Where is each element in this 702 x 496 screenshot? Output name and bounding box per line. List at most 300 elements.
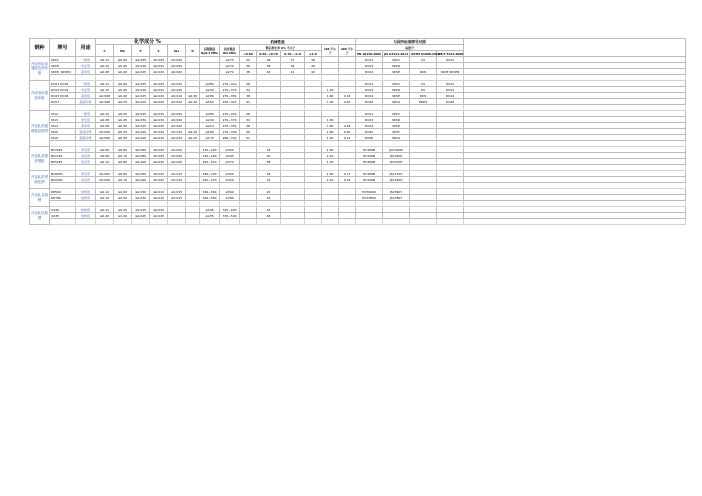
ts-cell: ≥270 (220, 69, 240, 75)
p-cell: ≤0.035 (132, 207, 150, 213)
mn-cell: ≤0.50 (114, 111, 132, 117)
std-grade-cell: DC01 (437, 81, 464, 87)
std-grade-cell: CS (410, 57, 437, 63)
ys-cell: 420~550 (200, 195, 220, 201)
ti-cell: ≤0.30 (186, 93, 200, 99)
r-cell: 1.60 (322, 171, 339, 177)
r-cell: 1.50 (322, 153, 339, 159)
use-cell: 冲压用 (76, 153, 96, 159)
col-mn: Mn (114, 45, 132, 57)
p-cell: ≤0.035 (132, 111, 150, 117)
e4-cell: 38 (305, 57, 322, 63)
n-cell: 0.16 (339, 177, 356, 183)
e3-cell: 39 (281, 63, 305, 69)
p-cell: ≤0.080 (132, 153, 150, 159)
mn-cell: ≤0.45 (114, 63, 132, 69)
std-grade-cell: SPCG (383, 99, 410, 105)
e1-cell: 34 (240, 57, 257, 63)
ts-cell: ≥340 (220, 153, 240, 159)
std-grade-cell: DDS (410, 93, 437, 99)
mn-cell: ≤2.00 (114, 189, 132, 195)
ts-cell: ≥780 (220, 195, 240, 201)
s-cell: ≤0.030 (150, 117, 168, 123)
std-grade-cell: DC03 (356, 87, 383, 93)
std-grade-cell: SPCC (383, 81, 410, 87)
grade-cell[interactable]: DC05 DC06 (50, 93, 76, 99)
s-cell: ≤0.020 (150, 69, 168, 75)
spacer-row (30, 219, 686, 225)
category-cell: 冷连轧烘烤硬化钢 (30, 171, 50, 189)
category-cell: 冷连轧双相钢 (30, 189, 50, 207)
ys-cell: 210~260 (200, 153, 220, 159)
grade-cell[interactable]: St16 (50, 135, 76, 141)
ts-cell: 270~330 (220, 129, 240, 135)
mn-cell: ≤0.70 (114, 177, 132, 183)
c-cell: ≤0.12 (96, 81, 114, 87)
als-cell: ≥0.010 (168, 99, 186, 105)
e2-cell: 40 (257, 69, 281, 75)
c-cell: ≤0.008 (96, 93, 114, 99)
use-cell: 结构用 (76, 207, 96, 213)
grade-cell[interactable]: DC01 DC02 (50, 81, 76, 87)
mn-cell: ≤0.45 (114, 117, 132, 123)
c-cell: ≤0.12 (96, 57, 114, 63)
col-tensile: 抗拉强度 Rm MPa (220, 45, 240, 57)
p-cell: ≤0.035 (132, 57, 150, 63)
als-cell: ≥0.020 (168, 117, 186, 123)
mn-cell: ≤0.30 (114, 135, 132, 141)
c-cell: ≤0.10 (96, 87, 114, 93)
spreadsheet (29, 38, 680, 490)
category-cell: 冷连轧高强度钢板 (30, 147, 50, 171)
s-cell: ≤0.010 (150, 195, 168, 201)
table-body (30, 57, 686, 225)
grade-cell[interactable]: Q235 (50, 213, 76, 219)
std-grade-cell: JSC340H (383, 177, 410, 183)
r-cell: 1.30 (322, 117, 339, 123)
als-cell: ≥0.020 (168, 81, 186, 87)
use-cell: 冲压用 (76, 117, 96, 123)
ts-cell: 260~330 (220, 135, 240, 141)
col-n90: n90 不小于 (339, 45, 356, 57)
std-grade-cell: DS (410, 87, 437, 93)
e2-cell: 38 (257, 63, 281, 69)
std-grade-cell: DC06 (356, 99, 383, 105)
p-cell: ≤0.080 (132, 147, 150, 153)
als-cell: ≥0.020 (168, 123, 186, 129)
std-grade-cell: JSC370P (383, 159, 410, 165)
use-cell: 深冲用 (76, 123, 96, 129)
ys-cell: ≥235 (200, 213, 220, 219)
grade-cell[interactable]: B180H1 (50, 171, 76, 177)
std-grade-cell: JSC780Y (383, 195, 410, 201)
use-cell: 特深冲用 (76, 129, 96, 135)
als-cell: ≥0.020 (168, 111, 186, 117)
mn-cell: ≤0.80 (114, 159, 132, 165)
col-th4: ≥1.0 (305, 51, 322, 57)
c-cell: ≤0.005 (96, 171, 114, 177)
e1-cell: 40 (240, 129, 257, 135)
e4-cell: 42 (305, 69, 322, 75)
grade-cell[interactable]: St12 (50, 111, 76, 117)
c-cell: ≤0.10 (96, 159, 114, 165)
col-std-astm: ASTM A1008-2012 (411, 51, 440, 56)
mn-cell: ≤1.40 (114, 213, 132, 219)
ti-cell: ≤0.20 (186, 129, 200, 135)
s-cell: ≤0.025 (150, 57, 168, 63)
col-s: S (150, 45, 168, 57)
n-cell: 0.21 (339, 135, 356, 141)
p-cell: ≤0.030 (132, 189, 150, 195)
ys-cell: 170~220 (200, 147, 220, 153)
std-grade-cell: SPCG (383, 135, 410, 141)
col-category: 钢种 (30, 39, 50, 57)
std-grade-cell: HCT600X (356, 189, 383, 195)
ys-cell: 340~500 (200, 189, 220, 195)
c-cell: ≤0.08 (96, 123, 114, 129)
e2-cell: 30 (257, 153, 281, 159)
ys-cell: 250~310 (200, 159, 220, 165)
col-std-gb: GB/T 5213-2008 (438, 51, 464, 56)
r-cell: 1.30 (322, 87, 339, 93)
grade-cell[interactable]: Q195 (50, 207, 76, 213)
ts-cell: 270~410 (220, 111, 240, 117)
category-cell: 冷成形用超深冲级 (30, 81, 50, 111)
ts-cell: 315~430 (220, 207, 240, 213)
als-cell: ≥0.020 (168, 63, 186, 69)
c-cell: ≤0.06 (96, 147, 114, 153)
e2-cell: 28 (257, 159, 281, 165)
ts-cell: 270~350 (220, 93, 240, 99)
std-grade-cell: EDDS (410, 99, 437, 105)
c-cell: ≤0.10 (96, 111, 114, 117)
grade-cell[interactable]: B170P1 (50, 147, 76, 153)
col-compare: 与国外标准牌号对照 (356, 39, 464, 45)
s-cell: ≤0.020 (150, 177, 168, 183)
col-std-en: EN 10130-2006 (357, 51, 381, 56)
mn-cell: ≤2.50 (114, 195, 132, 201)
std-grade-cell: SPCD (383, 87, 410, 93)
r-cell: 1.90 (322, 99, 339, 105)
als-cell: ≥0.010 (168, 93, 186, 99)
ti-cell: ≤0.20 (186, 135, 200, 141)
als-cell: ≥0.020 (168, 87, 186, 93)
p-cell: ≤0.025 (132, 123, 150, 129)
col-p: P (132, 45, 150, 57)
als-cell: ≥0.010 (168, 129, 186, 135)
std-grade-cell: SPCD (383, 117, 410, 123)
std-grade-cell: DC03 (356, 63, 383, 69)
c-cell: ≤0.12 (96, 207, 114, 213)
std-grade-cell: HC220B (356, 177, 383, 183)
p-cell: ≤0.030 (132, 117, 150, 123)
grade-cell[interactable]: SPCE, SPCEN (50, 69, 76, 75)
use-cell: 深冲用 (76, 93, 96, 99)
grade-cell[interactable]: DC07 (50, 99, 76, 105)
category-cell: 冷连轧结构钢 (30, 207, 50, 225)
e1-cell: 38 (240, 69, 257, 75)
p-cell: ≤0.020 (132, 99, 150, 105)
s-cell: ≤0.045 (150, 213, 168, 219)
grade-cell[interactable]: St14 (50, 123, 76, 129)
col-ti: Ti (186, 45, 200, 57)
s-cell: ≤0.020 (150, 129, 168, 135)
als-cell: ≥0.020 (168, 159, 186, 165)
ys-cell: ≤280 (200, 81, 220, 87)
ts-cell: 370~500 (220, 213, 240, 219)
use-cell: 冲压用 (76, 177, 96, 183)
ys-cell: ≤180 (200, 93, 220, 99)
e1-cell: 36 (240, 63, 257, 69)
e2-cell: 26 (257, 213, 281, 219)
r-cell: 1.30 (322, 159, 339, 165)
std-grade-cell: SPCE SPCEN (437, 69, 464, 75)
use-cell: 超深冲用 (76, 99, 96, 105)
s-cell: ≤0.020 (150, 135, 168, 141)
e1-cell: 38 (240, 93, 257, 99)
use-cell: 冲压用 (76, 63, 96, 69)
e4-cell: 40 (305, 63, 322, 69)
e2-cell: 14 (257, 195, 281, 201)
ys-cell: 180~230 (200, 171, 220, 177)
ts-cell: ≥300 (220, 171, 240, 177)
col-th1: <0.50 (240, 51, 257, 57)
std-grade-cell: DC01 (356, 111, 383, 117)
std-grade-cell: DC01 (356, 57, 383, 63)
als-cell: ≥0.020 (168, 69, 186, 75)
als-cell: ≥0.015 (168, 189, 186, 195)
p-cell: ≤0.030 (132, 195, 150, 201)
std-grade-cell: DDS (410, 69, 437, 75)
c-cell: ≤0.006 (96, 129, 114, 135)
col-th3: 0.70~<1.0 (281, 51, 305, 57)
mn-cell: ≤0.60 (114, 171, 132, 177)
c-cell: ≤0.006 (96, 135, 114, 141)
std-grade-cell: DC06 (356, 135, 383, 141)
ys-cell: ≤210 (200, 123, 220, 129)
std-grade-cell: DC01 (356, 81, 383, 87)
std-grade-cell: DC03 (356, 117, 383, 123)
grade-cell[interactable]: B250P1 (50, 159, 76, 165)
grade-cell[interactable]: B210P1 (50, 153, 76, 159)
s-cell: ≤0.020 (150, 99, 168, 105)
c-cell: ≤0.008 (96, 99, 114, 105)
e1-cell: 41 (240, 135, 257, 141)
std-grade-cell: SPCD (383, 63, 410, 69)
std-grade-cell: SPCC (383, 57, 410, 63)
grade-cell[interactable]: DC03 DC04 (50, 87, 76, 93)
p-cell: ≤0.030 (132, 87, 150, 93)
ts-cell: ≥590 (220, 189, 240, 195)
std-grade-cell: DC03 (437, 87, 464, 93)
s-cell: ≤0.020 (150, 93, 168, 99)
ts-cell: 270~370 (220, 87, 240, 93)
n-cell: 0.18 (339, 123, 356, 129)
r-cell: 1.50 (322, 177, 339, 183)
use-cell: 冲压用 (76, 159, 96, 165)
c-cell: ≤0.08 (96, 69, 114, 75)
ts-cell: ≥320 (220, 177, 240, 183)
c-cell: ≤0.10 (96, 63, 114, 69)
c-cell: ≤0.08 (96, 117, 114, 123)
ys-cell: ≤180 (200, 129, 220, 135)
s-cell: ≤0.025 (150, 87, 168, 93)
p-cell: ≤0.100 (132, 159, 150, 165)
e1-cell: 34 (240, 87, 257, 93)
grade-cell[interactable]: DP590 (50, 189, 76, 195)
p-cell: ≤0.025 (132, 93, 150, 99)
col-elongation: 断后伸长率 A% 不小于 (240, 45, 322, 51)
use-cell: 一般用 (76, 81, 96, 87)
col-als: ALs (168, 45, 186, 57)
std-grade-cell: HC260B (356, 159, 383, 165)
p-cell: ≤0.025 (132, 69, 150, 75)
p-cell: ≤0.020 (132, 135, 150, 141)
grade-cell[interactable]: SPCC (50, 57, 76, 63)
col-grade: 牌号 (50, 39, 76, 57)
mn-cell: ≤0.40 (114, 69, 132, 75)
ts-cell: 250~310 (220, 99, 240, 105)
p-cell: ≤0.060 (132, 177, 150, 183)
c-cell: ≤0.15 (96, 195, 114, 201)
mn-cell: ≤0.35 (114, 129, 132, 135)
std-grade-cell: DC01 (437, 57, 464, 63)
n-cell: 0.17 (339, 171, 356, 177)
als-cell: ≥0.020 (168, 57, 186, 63)
als-cell: ≥0.015 (168, 195, 186, 201)
r-cell: 1.80 (322, 129, 339, 135)
std-grade-cell: SPCC (383, 111, 410, 117)
grade-cell[interactable]: SPCD (50, 63, 76, 69)
std-grade-cell: JSC270H (383, 171, 410, 177)
mn-cell: ≤0.50 (114, 207, 132, 213)
als-cell: ≥0.020 (168, 147, 186, 153)
grade-cell[interactable]: St15 (50, 129, 76, 135)
n-cell: 0.20 (339, 99, 356, 105)
std-grade-cell: CS (410, 81, 437, 87)
std-grade-cell: HC180B (356, 171, 383, 177)
ys-cell: 220~270 (200, 177, 220, 183)
ts-cell: ≥270 (220, 57, 240, 63)
s-cell: ≤0.025 (150, 159, 168, 165)
use-cell: 一般用 (76, 111, 96, 117)
col-c: C (96, 45, 114, 57)
ts-cell: 270~370 (220, 117, 240, 123)
s-cell: ≤0.035 (150, 111, 168, 117)
std-grade-cell: JSC590Y (383, 189, 410, 195)
c-cell: ≤0.08 (96, 153, 114, 159)
col-th2: 0.50~<0.70 (257, 51, 281, 57)
ys-cell: ≥195 (200, 207, 220, 213)
r-cell: 1.90 (322, 135, 339, 141)
e1-cell: 28 (240, 81, 257, 87)
std-grade-cell: HC220B (356, 153, 383, 159)
e2-cell: 32 (257, 147, 281, 153)
s-cell: ≤0.025 (150, 147, 168, 153)
grade-cell[interactable]: St13 (50, 117, 76, 123)
als-cell: ≥0.015 (168, 177, 186, 183)
r-cell: 1.60 (322, 93, 339, 99)
ys-cell: ≤170 (200, 135, 220, 141)
mn-cell: ≤0.60 (114, 81, 132, 87)
ts-cell: 270~410 (220, 81, 240, 87)
e1-cell: 38 (240, 123, 257, 129)
category-cell: 冷连轧低碳钢板及钢带 (30, 111, 50, 147)
std-grade-cell: HC180B (356, 147, 383, 153)
s-cell: ≤0.035 (150, 207, 168, 213)
std-grade-cell: DC04 (356, 123, 383, 129)
std-grade-cell: DC04 (356, 93, 383, 99)
std-grade-cell: HCT780X (356, 195, 383, 201)
std-grade-cell: JSC340P (383, 153, 410, 159)
use-cell: 结构用 (76, 213, 96, 219)
e1-cell: 28 (240, 111, 257, 117)
mn-cell: ≤0.40 (114, 93, 132, 99)
s-cell: ≤0.025 (150, 123, 168, 129)
col-chemistry: 化学成分 % (96, 39, 200, 45)
e1-cell: 41 (240, 99, 257, 105)
s-cell: ≤0.025 (150, 81, 168, 87)
grade-table (29, 38, 686, 225)
category-cell: 冷成形用普通级及深冲级 (30, 57, 50, 81)
use-cell: 结构用 (76, 195, 96, 201)
e2-cell: 32 (257, 177, 281, 183)
grade-cell[interactable]: B220H1 (50, 177, 76, 183)
p-cell: ≤0.030 (132, 63, 150, 69)
ys-cell: ≤240 (200, 87, 220, 93)
e2-cell: 34 (257, 171, 281, 177)
std-grade-cell: JSC340W (383, 147, 410, 153)
col-r90: r90 不小于 (322, 45, 339, 57)
als-cell: ≥0.010 (168, 135, 186, 141)
r-cell: 1.60 (322, 147, 339, 153)
s-cell: ≤0.010 (150, 189, 168, 195)
std-grade-cell: DC05 (356, 129, 383, 135)
ts-cell: 270~350 (220, 123, 240, 129)
c-cell: ≤0.12 (96, 189, 114, 195)
c-cell: ≤0.006 (96, 177, 114, 183)
c-cell: ≤0.20 (96, 213, 114, 219)
col-mechanical: 机械性能 (200, 39, 356, 45)
s-cell: ≤0.020 (150, 171, 168, 177)
std-grade-cell: SPCF (383, 129, 410, 135)
std-grade-cell: SPCE (383, 69, 410, 75)
col-std-jis: JIS G3141-2011 (384, 51, 409, 56)
e2-cell: 20 (257, 189, 281, 195)
mn-cell: ≤0.60 (114, 57, 132, 63)
s-cell: ≤0.025 (150, 63, 168, 69)
col-use: 用途 (76, 39, 96, 57)
ts-cell: ≥270 (220, 63, 240, 69)
std-grade-cell: SPCE (383, 93, 410, 99)
ys-cell: ≤280 (200, 111, 220, 117)
mn-cell: ≤0.45 (114, 87, 132, 93)
als-cell: ≥0.015 (168, 171, 186, 177)
use-cell: 超深冲用 (76, 135, 96, 141)
e1-cell: 34 (240, 117, 257, 123)
grade-cell[interactable]: DP780 (50, 195, 76, 201)
als-cell: ≥0.020 (168, 153, 186, 159)
e3-cell: 41 (281, 69, 305, 75)
ys-cell: ≤150 (200, 99, 220, 105)
mn-cell: ≤0.35 (114, 99, 132, 105)
ts-cell: ≥370 (220, 159, 240, 165)
std-grade-cell: DC04 (437, 93, 464, 99)
use-cell: 结构用 (76, 189, 96, 195)
p-cell: ≤0.045 (132, 213, 150, 219)
n-cell: 0.20 (339, 129, 356, 135)
p-cell: ≤0.050 (132, 171, 150, 177)
